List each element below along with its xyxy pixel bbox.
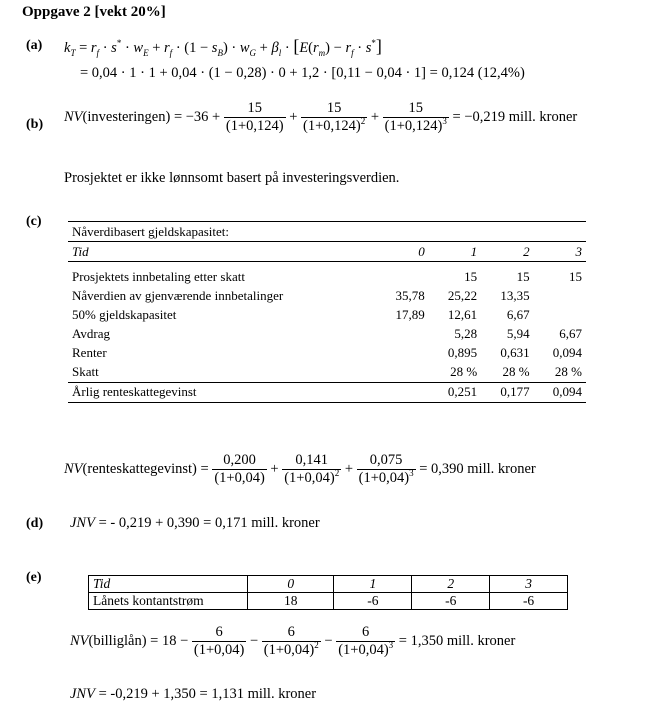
table-row: 50% gjeldskapasitet 17,89 12,61 6,67 <box>72 307 530 322</box>
fraction-2: $\frac{0,141}{(1+0,04)^2}$ <box>284 452 340 486</box>
table-header-row: Tid 0 1 2 3 <box>89 576 568 593</box>
loan-cashflow-table <box>88 575 568 610</box>
header-cell: 1 <box>470 243 478 259</box>
exercise-heading: Oppgave 2 [vekt 20%] <box>22 4 166 20</box>
fraction-2: $\frac{15}{(1+0,124)^2}$ <box>303 100 366 134</box>
table-row: Skatt 28 % 28 % 28 % <box>68 363 586 383</box>
part-d-formula: JNV = - 0,219 + 0,390 = 0,171 mill. kroner <box>70 515 320 531</box>
fraction-3: $\frac{0,075}{(1+0,04)^3}$ <box>358 452 414 486</box>
part-c-label: (c) <box>26 214 42 229</box>
table-row: Renter 0,895 0,631 0,094 <box>72 345 582 360</box>
fraction-1: $\frac{0,200}{(1+0,04)}$ <box>214 452 265 486</box>
part-d-label: (d) <box>26 516 44 531</box>
part-e-npv-formula: NV(billiglån) = 18 − $\frac{6}{(1+0,04)}$ − $\frac{6}{(1+0,04)^2}$ − $\frac{6}{(1+0,04)^3}$ = 1,350 mill. kroner <box>70 624 516 658</box>
part-a-formula-line1: $k_T = r_f \cdot s^* \cdot w_E + r_f \cdot (1 - s_B) \cdot w_G + \beta_l \cdot [E(r_m) - r_f \cdot s^*]$ <box>64 36 382 58</box>
table-footer-row: Årlig renteskattegevinst 0,251 0,177 0,094 <box>68 382 586 402</box>
header-cell: 3 <box>575 243 582 259</box>
part-e-label: (e) <box>26 570 42 585</box>
part-a-label: (a) <box>26 38 43 53</box>
table-header-row <box>68 242 586 262</box>
fraction-3: $\frac{6}{(1+0,04)^3}$ <box>338 624 394 658</box>
fraction-1: $\frac{6}{(1+0,04)}$ <box>193 624 245 658</box>
header-cell: 0 <box>418 243 425 259</box>
fraction-2: $\frac{6}{(1+0,04)^2}$ <box>263 624 319 658</box>
table-row: Lånets kontantstrøm 18 -6 -6 -6 <box>89 593 568 610</box>
part-b-conclusion: Prosjektet er ikke lønnsomt basert på investeringsverdien. <box>64 170 400 186</box>
header-cell: 2 <box>523 243 530 259</box>
part-b-label: (b) <box>26 117 44 132</box>
part-e-jnv: JNV = -0,219 + 1,350 = 1,131 mill. kroner <box>70 686 317 702</box>
formula-result: = −0,219 mill. kroner <box>452 109 578 125</box>
fraction-1: $\frac{15}{(1+0,124)}$ <box>225 100 284 134</box>
nv-argument: (investeringen) <box>82 109 171 125</box>
nv-symbol: NV <box>64 109 83 125</box>
table-row: Prosjektets innbetaling etter skatt 15 15 15 <box>72 269 582 284</box>
table-title: Nåverdibasert gjeldskapasitet: <box>72 223 230 239</box>
part-c-npv-formula: NV(renteskattegevinst) = $\frac{0,200}{(1+0,04)}$ + $\frac{0,141}{(1+0,04)^2}$ + $\frac{0,075}{(1+0,04)^3}$ = 0,390 mill. kroner <box>64 452 536 486</box>
fraction-3: $\frac{15}{(1+0,124)^3}$ <box>384 100 447 134</box>
debt-capacity-table <box>68 221 586 403</box>
header-cell: Tid <box>72 243 89 259</box>
part-a-formula-line2: = 0,04 · 1 · 1 + 0,04 · (1 − 0,28) · 0 + 1,2 · [0,11 − 0,04 · 1] = 0,124 (12,4%) <box>80 65 525 81</box>
part-b-npv-formula: NV(investeringen) = −36 + $\frac{15}{(1+0,124)}$ + $\frac{15}{(1+0,124)^2}$ + $\frac{15}{(1+0,124)^3}$ = −0,219 mill. kroner <box>64 100 578 134</box>
formula-start: = −36 + <box>173 109 221 125</box>
table-row: Nåverdien av gjenværende innbetalinger 35,78 25,22 13,35 <box>72 288 530 303</box>
table-row: Avdrag 5,28 5,94 6,67 <box>72 326 582 341</box>
